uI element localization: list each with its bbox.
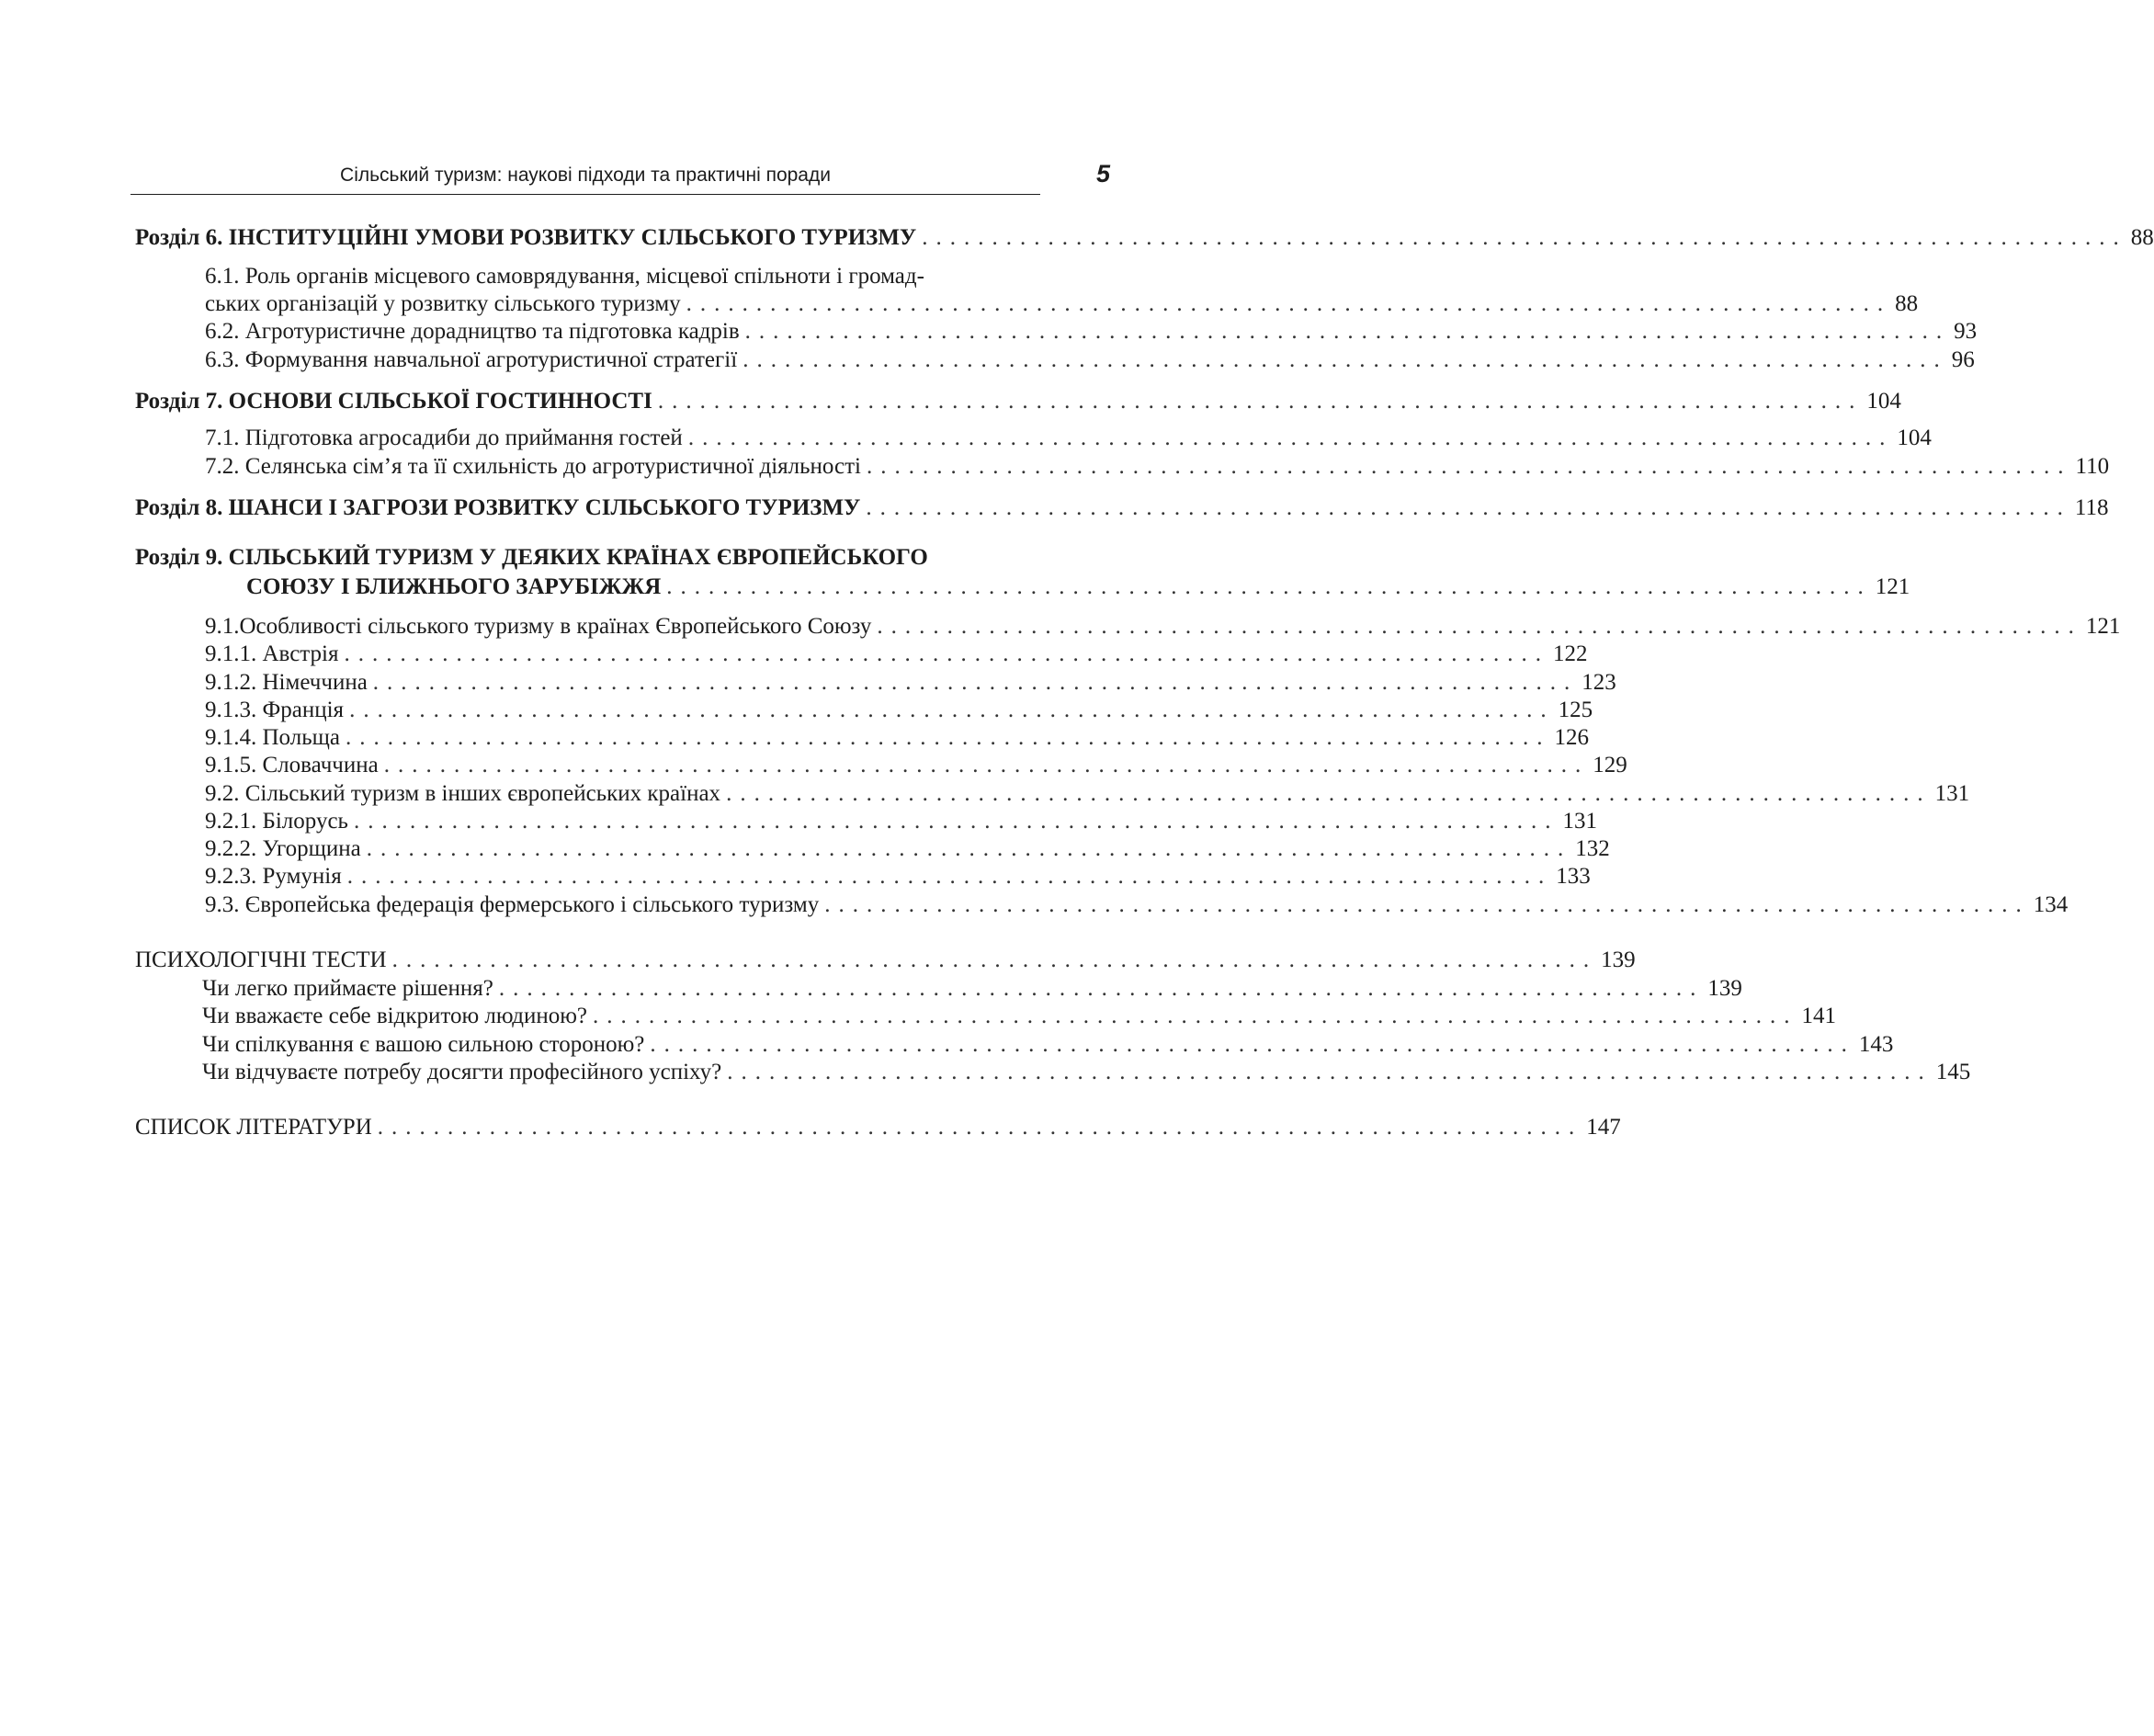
toc-entry-7-2[interactable]	[205, 453, 2110, 481]
dot-leader: ......................................................................................	[867, 454, 2072, 479]
toc-page: 118	[2074, 495, 2109, 520]
toc-entry-chapter-6[interactable]	[135, 224, 2154, 252]
page-number: 5	[1095, 160, 1110, 187]
dot-leader: ......................................................................................	[391, 947, 1598, 972]
toc-label: Розділ 6. ІНСТИТУЦІЙНІ УМОВИ РОЗВИТКУ СІЛЬСЬКОГО ТУРИЗМУ	[135, 225, 917, 250]
toc-page: 139	[1601, 947, 1636, 972]
toc-page: 126	[1554, 725, 1589, 750]
toc-label: ських організацій у розвитку сільського туризму	[205, 291, 681, 316]
toc-label: Розділ 7. ОСНОВИ СІЛЬСЬКОЇ ГОСТИННОСТІ	[135, 389, 652, 414]
dot-leader: ......................................................................................	[353, 809, 1559, 834]
toc-label: 9.2.1. Білорусь	[205, 809, 348, 834]
toc-label: 9.3. Європейська федерація фермерського і сільського туризму	[205, 892, 820, 917]
toc-label: 9.2.3. Румунія	[205, 864, 342, 889]
toc-page: 121	[1875, 574, 1910, 599]
toc-label: 9.1.1. Австрія	[205, 641, 339, 666]
toc-entry-chapter-8[interactable]	[135, 494, 2109, 522]
dot-leader: ......................................................................................	[650, 1032, 1855, 1057]
toc-label: Чи легко приймаєте рішення?	[202, 976, 493, 1001]
toc-entry-6-2[interactable]	[205, 318, 1978, 346]
toc-page: 132	[1575, 836, 1610, 861]
toc-entry-9-1-2[interactable]	[205, 669, 1616, 697]
running-title: Сільський туризм: наукові підходи та практичні поради	[130, 162, 1040, 195]
toc-label: 9.2. Сільський туризм в інших європейських країнах	[205, 781, 721, 806]
dot-leader: ......................................................................................	[346, 864, 1553, 889]
toc-page: 96	[1951, 347, 1975, 372]
dot-leader: ......................................................................................	[744, 319, 1951, 344]
toc-entry-9-1[interactable]	[205, 613, 2121, 641]
toc-entry-9-2-2[interactable]	[205, 835, 1610, 863]
toc-entry-9-2-3[interactable]	[205, 863, 1591, 891]
toc-entry-test-4[interactable]	[202, 1059, 1971, 1086]
toc-entry-6-3[interactable]	[205, 346, 1975, 374]
toc-entry-9-1-3[interactable]	[205, 697, 1593, 724]
toc-page: 125	[1558, 698, 1593, 722]
toc-label: 9.1.4. Польща	[205, 725, 340, 750]
dot-leader: ......................................................................................	[727, 1060, 1933, 1084]
toc-label: Чи вважаєте себе відкритою людиною?	[202, 1004, 588, 1028]
toc-label: Чи відчуваєте потребу досягти професійного успіху?	[202, 1060, 722, 1084]
toc-entry-tests[interactable]	[135, 947, 1636, 974]
toc-label: 9.1.Особливості сільського туризму в країнах Європейського Союзу	[205, 614, 872, 639]
toc-page: 104	[1897, 425, 1932, 450]
toc-page: 131	[1562, 809, 1597, 834]
dot-leader: ......................................................................................	[345, 725, 1551, 750]
toc-entry-chapter-7[interactable]	[135, 388, 1901, 415]
dot-leader: ......................................................................................	[366, 836, 1572, 861]
toc-entry-9-1-5[interactable]	[205, 752, 1627, 779]
toc-page: 104	[1866, 389, 1901, 414]
dot-leader: ......................................................................................	[726, 781, 1932, 806]
toc-page: 133	[1556, 864, 1591, 889]
dot-leader: ......................................................................................	[824, 892, 2030, 917]
toc-page: 110	[2075, 454, 2110, 479]
dot-leader: ......................................................................................	[657, 389, 1864, 414]
dot-leader: ......................................................................................	[877, 614, 2082, 639]
toc-entry-wrap-line: Розділ 9. СІЛЬСЬКИЙ ТУРИЗМ У ДЕЯКИХ КРАЇНАХ ЄВРОПЕЙСЬКОГО	[135, 545, 928, 570]
toc-page: 121	[2085, 614, 2121, 639]
toc-entry-literature[interactable]	[135, 1114, 1621, 1141]
toc-label: 9.1.5. Словаччина	[205, 753, 379, 777]
dot-leader: ......................................................................................	[349, 698, 1555, 722]
toc-entry-9-1-1[interactable]	[205, 641, 1588, 668]
toc-entry-9-2[interactable]	[205, 780, 1970, 808]
toc-entry-test-1[interactable]	[202, 975, 1742, 1003]
toc-entry-chapter-9[interactable]	[246, 573, 1910, 601]
toc-page: 88	[2130, 225, 2154, 250]
dot-leader: ......................................................................................	[372, 670, 1579, 695]
dot-leader: ......................................................................................	[593, 1004, 1798, 1028]
toc-page: 145	[1935, 1060, 1971, 1084]
toc-label: 7.2. Селянська сім’я та її схильність до агротуристичної діяльності	[205, 454, 861, 479]
toc-page: 139	[1707, 976, 1742, 1001]
toc-entry-test-2[interactable]	[202, 1003, 1837, 1030]
toc-entry-test-3[interactable]	[202, 1031, 1894, 1059]
dot-leader: ......................................................................................	[687, 425, 1894, 450]
toc-label: 6.2. Агротуристичне дорадництво та підготовка кадрів	[205, 319, 740, 344]
toc-entry-6-1[interactable]	[205, 290, 1919, 318]
dot-leader: ......................................................................................	[922, 225, 2127, 250]
toc-page: 88	[1895, 291, 1919, 316]
dot-leader: ......................................................................................	[344, 641, 1549, 666]
toc-label: Чи спілкування є вашою сильною стороною?	[202, 1032, 645, 1057]
toc-page: 131	[1934, 781, 1970, 806]
dot-leader: ......................................................................................	[866, 495, 2071, 520]
toc-label: 9.1.2. Німеччина	[205, 670, 368, 695]
toc-page: 141	[1801, 1004, 1837, 1028]
dot-leader: ......................................................................................	[377, 1115, 1583, 1140]
toc-label: 9.2.2. Угорщина	[205, 836, 361, 861]
toc-label: 9.1.3. Франція	[205, 698, 345, 722]
toc-entry-7-1[interactable]	[205, 425, 1932, 452]
toc-entry-wrap-line: 6.1. Роль органів місцевого самоврядування, місцевої спільноти і громад-	[205, 264, 924, 289]
toc-entry-9-1-4[interactable]	[205, 724, 1589, 752]
toc-label: Розділ 8. ШАНСИ І ЗАГРОЗИ РОЗВИТКУ СІЛЬСЬКОГО ТУРИЗМУ	[135, 495, 861, 520]
toc-page: 134	[2033, 892, 2069, 917]
toc-page: 123	[1581, 670, 1616, 695]
toc-label: 6.3. Формування навчальної агротуристичної стратегії	[205, 347, 738, 372]
toc-label: СПИСОК ЛІТЕРАТУРИ	[135, 1115, 372, 1140]
toc-label: 7.1. Підготовка агросадиби до приймання гостей	[205, 425, 683, 450]
toc-label: СОЮЗУ І БЛИЖНЬОГО ЗАРУБІЖЖЯ	[246, 574, 662, 599]
running-header	[130, 162, 1110, 199]
toc-page: 93	[1954, 319, 1978, 344]
toc-entry-9-2-1[interactable]	[205, 808, 1597, 835]
dot-leader: ......................................................................................	[686, 291, 1892, 316]
dot-leader: ......................................................................................	[743, 347, 1948, 372]
dot-leader: ......................................................................................	[498, 976, 1705, 1001]
toc-entry-9-3[interactable]	[205, 891, 2069, 919]
toc-page: 143	[1858, 1032, 1894, 1057]
toc-page: 129	[1593, 753, 1627, 777]
dot-leader: ......................................................................................	[666, 574, 1872, 599]
toc-page: 147	[1586, 1115, 1621, 1140]
dot-leader: ......................................................................................	[383, 753, 1590, 777]
toc-label: ПСИХОЛОГІЧНІ ТЕСТИ	[135, 947, 387, 972]
toc-page: 122	[1552, 641, 1588, 666]
